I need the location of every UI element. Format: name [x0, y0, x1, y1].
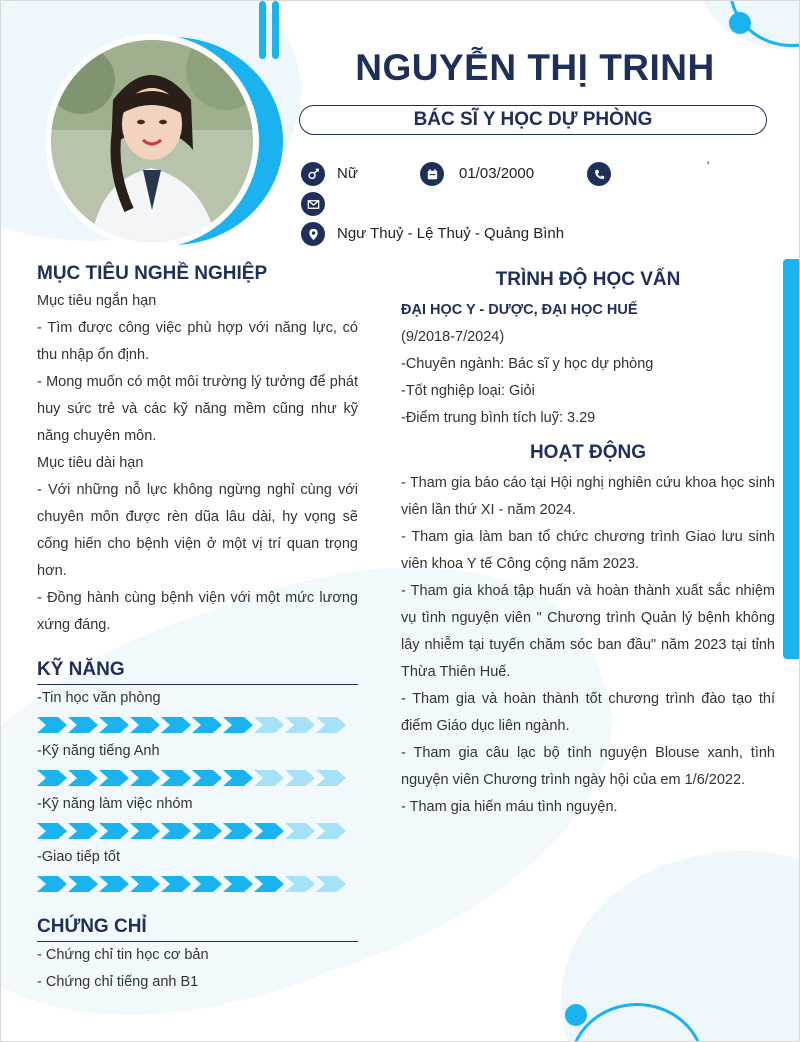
education-grade: -Tốt nghiệp loại: Giỏi — [401, 383, 535, 399]
education-period: (9/2018-7/2024) — [401, 329, 505, 345]
calendar-icon — [420, 162, 444, 186]
activity-item: - Tham gia báo cáo tại Hội nghị nghiên cứu khoa học sinh viên lần thứ XI - năm 2024. — [401, 475, 775, 518]
activities-list — [401, 470, 775, 821]
long-term-item-2: - Đồng hành cùng bệnh viện với một mức lương xứng đáng. — [37, 590, 358, 633]
short-term-item-1: - Tìm được công việc phù hợp với năng lực, có thu nhập ổn định. — [37, 320, 358, 363]
activity-item: - Tham gia làm ban tổ chức chương trình Giao lưu sinh viên khoa Y tế Công cộng năm 2023. — [401, 529, 775, 572]
activity-item: - Tham gia khoá tập huấn và hoàn thành xuất sắc nhiệm vụ tình nguyện viên " Chương trình Quản lý bệnh không lây nhiễm tại tuyến chăm sóc ban đầu" năm 2023 tại tỉnh Thừa Thiên Huế. — [401, 583, 775, 680]
skill-meter-1 — [37, 717, 357, 733]
skill-chevron — [316, 823, 346, 839]
education-heading: TRÌNH ĐỘ HỌC VẤN — [495, 269, 681, 290]
skill-chevron — [130, 770, 160, 786]
skill-meter-3 — [37, 823, 357, 839]
certificate-item: - Chứng chỉ tiếng anh B1 — [37, 974, 199, 990]
objective-heading: MỤC TIÊU NGHỀ NGHIỆP — [37, 263, 268, 284]
certificates-heading: CHỨNG CHỈ — [37, 916, 147, 937]
education-major: -Chuyên ngành: Bác sĩ y học dự phòng — [401, 356, 654, 372]
certificate-item: - Chứng chỉ tin học cơ bản — [37, 947, 209, 963]
profile-photo — [51, 40, 253, 242]
skill-chevron — [254, 823, 284, 839]
skill-chevron — [285, 876, 315, 892]
skill-chevron — [68, 876, 98, 892]
skill-chevron — [223, 770, 253, 786]
accent-bar-1 — [259, 1, 266, 59]
skill-chevron — [68, 823, 98, 839]
skill-chevron — [99, 823, 129, 839]
birthday-value: 01/03/2000 — [459, 165, 535, 182]
skill-meter-2 — [37, 770, 357, 786]
phone-value: ' — [707, 159, 710, 173]
skill-chevron — [192, 823, 222, 839]
long-term-item-1: - Với những nỗ lực không ngừng nghỉ cùng với chuyên môn được rèn dũa lâu dài, hy vọng sẽ cống hiến cho bệnh viện ở một vị trí quan trọng hơn. — [37, 482, 358, 579]
skill-chevron — [285, 770, 315, 786]
skill-meter-4 — [37, 876, 357, 892]
skill-chevron — [285, 823, 315, 839]
objective-text — [37, 288, 358, 639]
skill-chevron — [254, 876, 284, 892]
gender-value: Nữ — [337, 165, 358, 182]
skill-chevron — [161, 876, 191, 892]
activity-item: - Tham gia hiến máu tình nguyện. — [401, 799, 618, 815]
short-term-label: Mục tiêu ngắn hạn — [37, 293, 157, 309]
skill-chevron — [223, 717, 253, 733]
phone-icon — [587, 162, 611, 186]
education-block — [401, 297, 775, 432]
skill-chevron — [161, 823, 191, 839]
skill-chevron — [99, 717, 129, 733]
skill-label-1: -Tin học văn phòng — [37, 690, 161, 706]
skill-chevron — [130, 717, 160, 733]
candidate-name: NGUYỄN THỊ TRINH — [355, 47, 715, 88]
skill-chevron — [192, 717, 222, 733]
accent-bar-right — [783, 259, 800, 659]
skill-chevron — [316, 876, 346, 892]
location-icon — [301, 222, 325, 246]
activities-heading: HOẠT ĐỘNG — [529, 442, 647, 463]
skill-chevron — [68, 770, 98, 786]
skill-chevron — [37, 876, 67, 892]
skill-label-3: -Kỹ năng làm việc nhóm — [37, 796, 193, 812]
skill-label-4: -Giao tiếp tốt — [37, 849, 121, 865]
skill-chevron — [130, 876, 160, 892]
skill-chevron — [254, 770, 284, 786]
email-icon — [301, 192, 325, 216]
skill-chevron — [37, 823, 67, 839]
certificates-list — [37, 942, 209, 996]
skill-chevron — [316, 770, 346, 786]
skill-chevron — [223, 876, 253, 892]
skill-chevron — [223, 823, 253, 839]
skills-heading: KỸ NĂNG — [37, 659, 125, 680]
dot-bottom — [565, 1004, 587, 1026]
long-term-label: Mục tiêu dài hạn — [37, 455, 144, 471]
activity-item: - Tham gia câu lạc bộ tình nguyện Blouse xanh, tình nguyện viên Chương trình ngày hội của em 1/6/2022. — [401, 745, 775, 788]
short-term-item-2: - Mong muốn có một môi trường lý tưởng để phát huy sức trẻ và các kỹ năng mềm cũng như kỹ năng chuyên môn. — [37, 374, 358, 444]
dot-top-right — [729, 12, 751, 34]
gender-icon — [301, 162, 325, 186]
skill-chevron — [37, 770, 67, 786]
education-gpa: -Điểm trung bình tích luỹ: 3.29 — [401, 410, 596, 426]
skill-chevron — [99, 770, 129, 786]
bg-blob-bottom-right — [561, 851, 800, 1042]
activity-item: - Tham gia và hoàn thành tốt chương trình đào tạo thí điểm Giáo dục liên ngành. — [401, 691, 775, 734]
education-school: ĐẠI HỌC Y - DƯỢC, ĐẠI HỌC HUẾ — [401, 302, 638, 318]
skill-chevron — [161, 770, 191, 786]
skill-chevron — [316, 717, 346, 733]
skill-chevron — [192, 770, 222, 786]
skill-chevron — [161, 717, 191, 733]
address-value: Ngư Thuỷ - Lệ Thuỷ - Quảng Bình — [337, 225, 565, 242]
job-title: BÁC SĨ Y HỌC DỰ PHÒNG — [299, 105, 767, 135]
skill-chevron — [254, 717, 284, 733]
skill-chevron — [68, 717, 98, 733]
accent-bar-2 — [272, 1, 279, 59]
skill-chevron — [192, 876, 222, 892]
skill-chevron — [130, 823, 160, 839]
skill-chevron — [285, 717, 315, 733]
skill-chevron — [99, 876, 129, 892]
skill-chevron — [37, 717, 67, 733]
skill-label-2: -Kỹ năng tiếng Anh — [37, 743, 160, 759]
